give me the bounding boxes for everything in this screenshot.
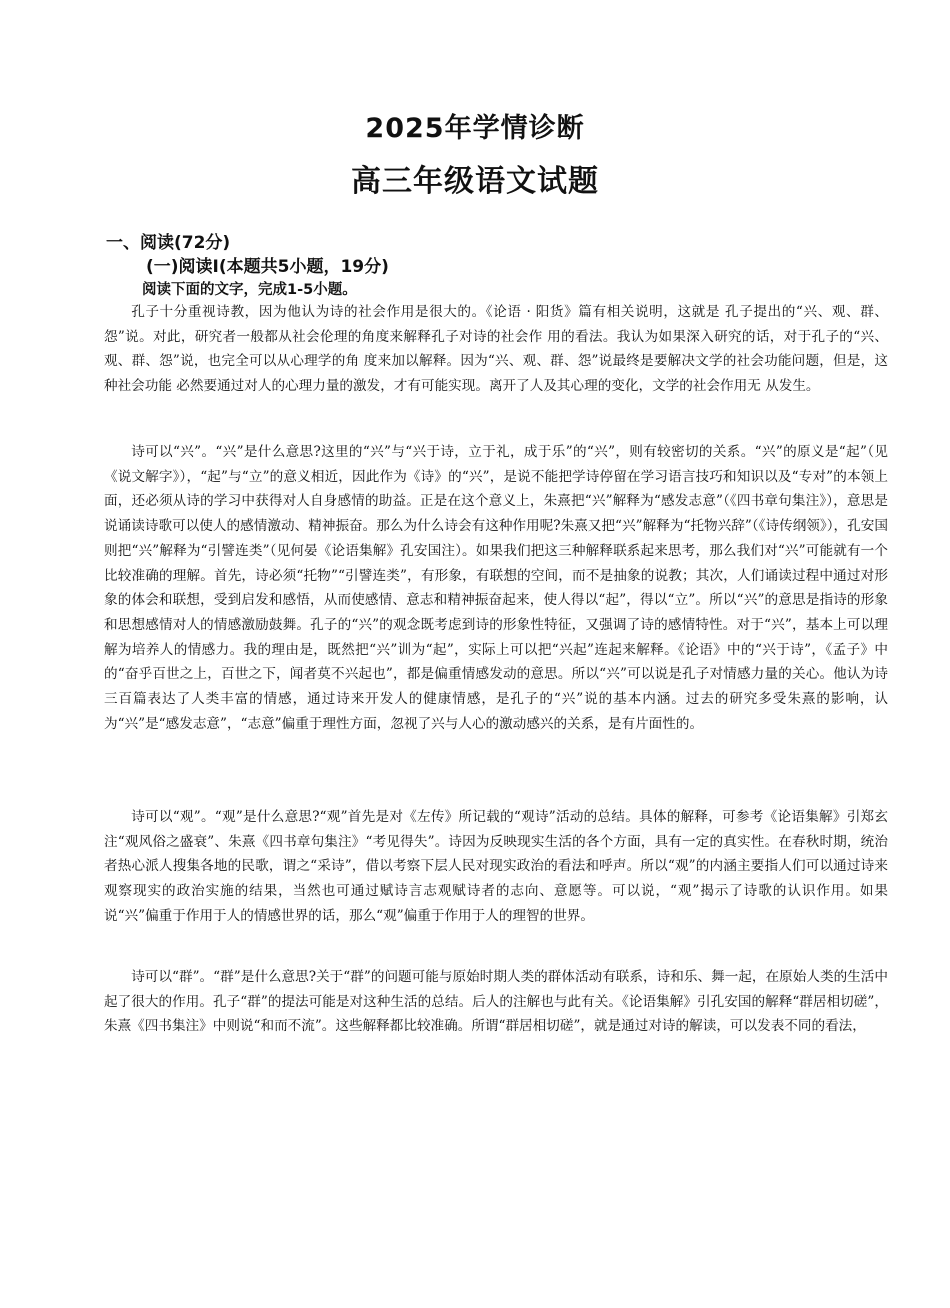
passage-paragraph-3: 诗可以“观”。“观”是什么意思?“观”首先是对《左传》所记载的“观诗”活动的总结。具体的解释，可参考《论语集解》引郑玄注“观风俗之盛衰”、朱熹《四书章句集注》“考见得失”。诗因为反映现实生活的各个方面，具有一定的真实性。在春秋时期，统治者热心派人搜集各地的民歌，谓之“采诗”，借以考察下层人民对现实政治的看法和呼声。所以“观”的内涵主要指人们可以通过诗来观察现实的政治实施的结果，当然也可通过赋诗言志观赋诗者的志向、意愿等。可以说，“观”揭示了诗歌的认识作用。如果说“兴”偏重于作用于人的情感世界的话，那么“观”偏重于作用于人的理智的世界。 (104, 809, 888, 924)
exam-title-subject: 高三年级语文试题 (351, 164, 599, 199)
passage-paragraph-4: 诗可以“群”。“群”是什么意思?关于“群”的问题可能与原始时期人类的群体活动有联系，诗和乐、舞一起，在原始人类的生活中起了很大的作用。孔子“群”的提法可能是对这种生活的总结。后人的注解也与此有关。《论语集解》引孔安国的解释“群居相切磋”，朱熹《四书集注》中则说“和而不流”。这些解释都比较准确。所谓“群居相切磋”，就是通过对诗的解读，可以发表不同的看法， (104, 969, 888, 1035)
passage-paragraph-1: 孔子十分重视诗教，因为他认为诗的社会作用是很大的。《论语 · 阳货》篇有相关说明，这就是 孔子提出的“兴、观、群、怨”说。对此，研究者一般都从社会伦理的角度来解释孔子对诗的社会作 用的看法。我认为如果深入研究的话，对于孔子的“兴、观、群、怨”说，也完全可以从心理学的角 度来加以解释。因为“兴、观、群、怨”说最终是要解决文学的社会功能问题，但是，这种社会功能 必然要通过对人的心理力量的激发，才有可能实现。离开了人及其心理的变化，文学的社会作用无 从发生。 (104, 304, 888, 395)
reading-instruction: 阅读下面的文字，完成1-5小题。 (142, 282, 357, 298)
subsection-heading: (一)阅读Ⅰ(本题共5小题，19分) (146, 257, 389, 277)
section-heading: 一、阅读(72分) (106, 233, 231, 253)
exam-title-year: 2025年学情诊断 (365, 113, 585, 144)
passage-paragraph-2: 诗可以“兴”。“兴”是什么意思?这里的“兴”与“兴于诗，立于礼，成于乐”的“兴”，则有较密切的关系。“兴”的原义是“起”（见《说文解字》），“起”与“立”的意义相近，因此作为《诗》的“兴”，是说不能把学诗停留在学习语言技巧和知识以及“专对”的本领上面，还必须从诗的学习中获得对人自身感情的助益。正是在这个意义上，朱熹把“兴”解释为“感发志意”（《四书章句集注》），意思是说诵读诗歌可以使人的感情激动、精神振奋。那么为什么诗会有这种作用呢?朱熹又把“兴”解释为“托物兴辞”（《诗传纲领》），孔安国则把“兴”解释为“引譬连类”（见何晏《论语集解》孔安国注）。如果我们把这三种解释联系起来思考，那么我们对“兴”可能就有一个比较准确的理解。首先，诗必须“托物”“引譬连类”，有形象，有联想的空间，而不是抽象的说教；其次，人们诵读过程中通过对形象的体会和联想，受到启发和感悟，从而使感情、意志和精神振奋起来，使人得以“起”，得以“立”。所以“兴”的意思是指诗的形象和思想感情对人的情感激励鼓舞。孔子的“兴”的观念既考虑到诗的形象性特征，又强调了诗的感情特性。对于“兴”，基本上可以理解为培养人的情感力。我的理由是，既然把“兴”训为“起”，实际上可以把“兴起”连起来解释。《论语》中的“兴于诗”，《孟子》中的“奋乎百世之上，百世之下，闻者莫不兴起也”，都是偏重情感发动的意思。所以“兴”可以说是孔子对情感力量的关心。他认为诗三百篇表达了人类丰富的情感，通过诗来开发人的健康情感，是孔子的“兴”说的基本内涵。过去的研究多受朱熹的影响，认为“兴”是“感发志意”，“志意”偏重于理性方面，忽视了兴与人心的激动感兴的关系，是有片面性的。 (104, 444, 888, 732)
